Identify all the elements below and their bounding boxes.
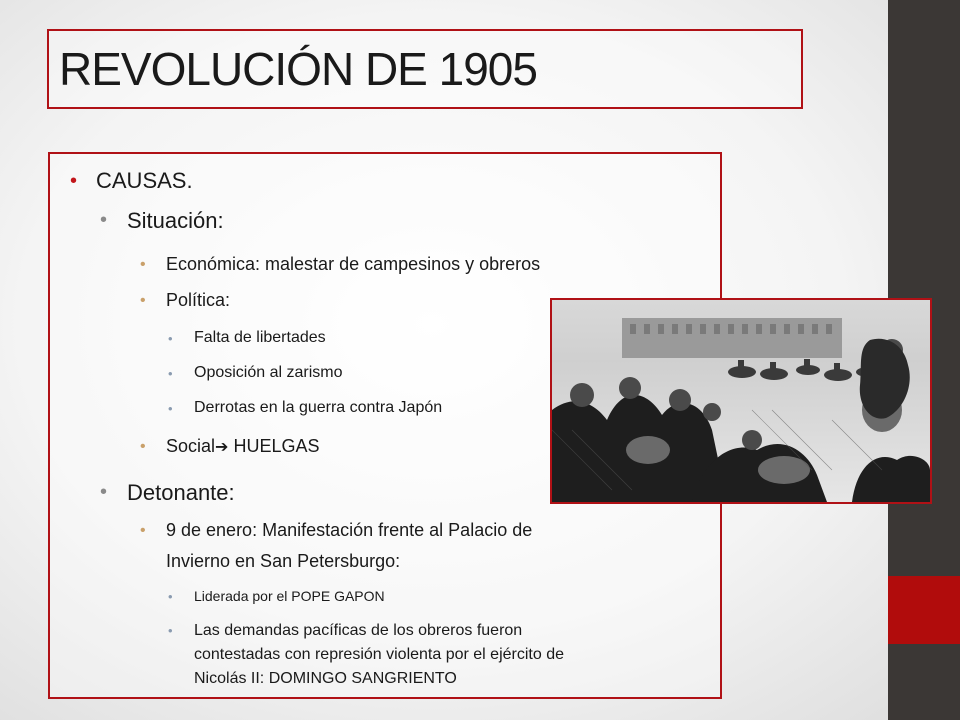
bullet-l2: • — [100, 209, 108, 231]
economica-item: Económica: malestar de campesinos y obreros — [166, 254, 541, 274]
causas-heading: CAUSAS. — [96, 168, 193, 193]
bullet-l3: • — [140, 256, 146, 273]
politica-subitem: Derrotas en la guerra contra Japón — [194, 399, 443, 416]
bullet-l4: • — [168, 401, 173, 416]
detonante-heading: Detonante: — [127, 480, 235, 505]
slide-title: REVOLUCIÓN DE 1905 — [59, 43, 537, 95]
bullet-l3: • — [140, 438, 146, 455]
politica-subitem: Oposición al zarismo — [194, 364, 343, 381]
politica-subitem: Falta de libertades — [194, 329, 326, 346]
bloody-sunday-illustration — [550, 298, 932, 504]
side-bar-accent — [888, 576, 960, 644]
bullet-l4: • — [168, 366, 173, 381]
illustration-svg — [552, 300, 930, 502]
liderada-item: Liderada por el POPE GAPON — [194, 588, 385, 604]
bullet-l4: • — [168, 331, 173, 346]
title-box — [47, 29, 803, 109]
situacion-heading: Situación: — [127, 208, 224, 233]
social-label: Social — [166, 436, 216, 456]
bullet-l3: • — [140, 522, 146, 539]
social-item — [166, 436, 319, 457]
bullet-l1: • — [70, 170, 78, 192]
social-value: HUELGAS — [233, 436, 320, 456]
enero-line-1: 9 de enero: Manifestación frente al Palacio de — [166, 520, 533, 540]
bullet-l4: • — [168, 589, 173, 604]
demandas-line-3: Nicolás II: DOMINGO SANGRIENTO — [194, 670, 457, 687]
politica-item: Política: — [166, 290, 231, 310]
bullet-l2: • — [100, 481, 108, 503]
demandas-line-1: Las demandas pacíficas de los obreros fueron — [194, 622, 523, 639]
enero-line-2: Invierno en San Petersburgo: — [166, 551, 401, 571]
demandas-line-2: contestadas con represión violenta por el ejército de — [194, 646, 564, 663]
bullet-l4: • — [168, 623, 173, 638]
bullet-l3: • — [140, 292, 146, 309]
right-arrow-icon: ➔ — [215, 437, 229, 456]
